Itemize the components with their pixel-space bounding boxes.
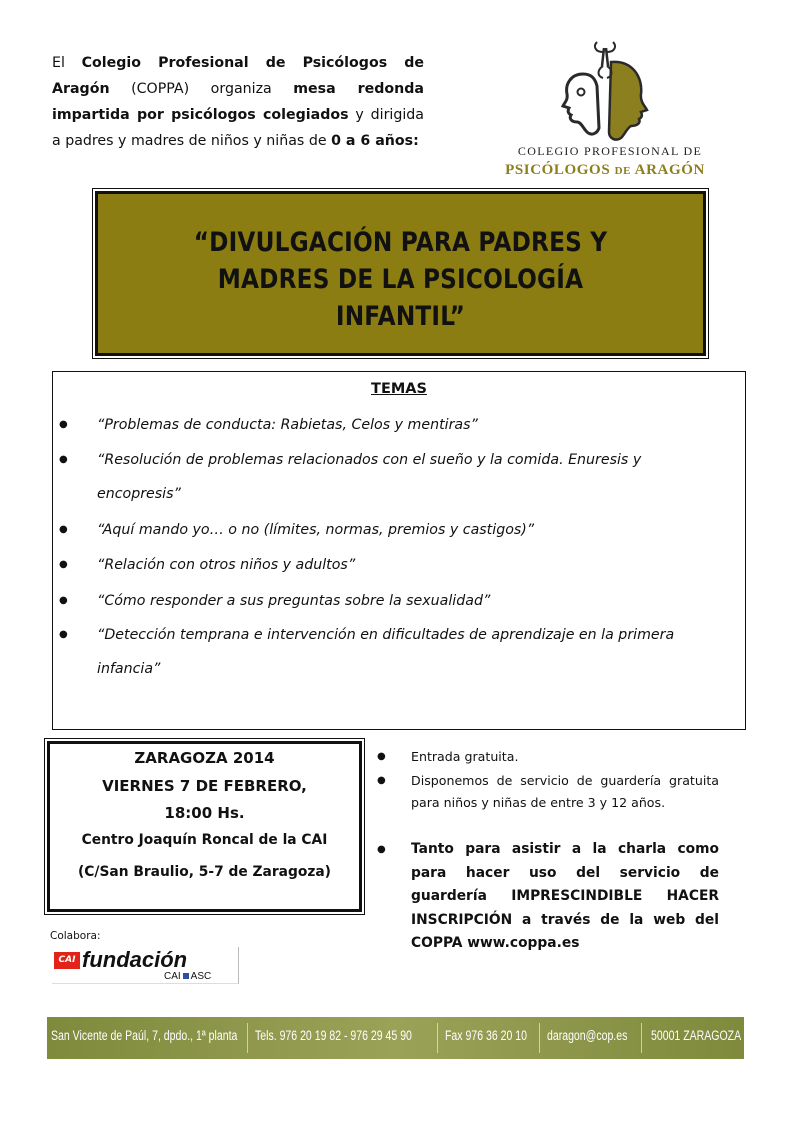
fundacion-cai-logo [52,947,239,984]
logo-word-psicologos: PSICÓLOGOS [505,162,611,178]
bullet-icon: ● [377,775,386,786]
note-item [373,770,719,814]
page-title [140,224,660,335]
topic-text: “Aquí mando yo… o no (límites, normas, premios y castigos)” [97,522,535,538]
title-line-2: MADRES DE LA PSICOLOGÍA [217,264,584,295]
bullet-icon: ● [59,595,68,606]
footer-fax: Fax 976 36 20 10 [445,1028,527,1043]
logo-line-colegio: COLEGIO PROFESIONAL DE [517,144,703,158]
intro-paragraph [52,50,424,154]
topic-text: “Problemas de conducta: Rabietas, Celos y mentiras” [97,417,478,433]
intro-text: (COPPA) organiza [109,81,294,97]
blue-square-icon [183,973,189,979]
event-time: 18:00 Hs. [164,804,245,822]
topic-text: “Detección temprana e intervención en dificultades de aprendizaje en la primera [97,627,675,643]
note-entrada: Entrada gratuita. [411,749,519,764]
bullet-icon: ● [377,844,386,855]
logo-line-psicologos [505,162,705,179]
note-item [373,746,719,768]
temas-box [52,371,746,730]
intro-org-name: Colegio Profesional de Psicólogos de Aragón [52,55,425,97]
fundacion-sub-asc: ASC [190,971,212,982]
topic-text: infancia” [97,661,161,677]
topic-text: encopresis” [97,486,181,502]
event-info-box [47,741,362,912]
title-line-1: “DIVULGACIÓN PARA PADRES Y [193,227,608,258]
event-city-year: ZARAGOZA 2014 [134,749,275,767]
fundacion-sub [164,971,211,982]
bullet-icon: ● [59,629,68,640]
cai-badge-icon: CAI [54,952,80,969]
bullet-icon: ● [59,454,68,465]
footer-separator [539,1023,540,1053]
bullet-icon: ● [59,524,68,535]
topic-text: “Relación con otros niños y adultos” [97,557,356,573]
title-line-3: INFANTIL” [335,301,466,332]
colabora-label: Colabora: [50,930,101,942]
event-address: (C/San Braulio, 5-7 de Zaragoza) [78,864,331,880]
bullet-icon: ● [59,419,68,430]
bullet-icon: ● [59,559,68,570]
note-guarderia: Disponemos de servicio de guardería gratuita para niños y niñas de entre 3 y 12 años. [411,773,719,810]
footer-separator [641,1023,642,1053]
intro-text: y dirigida a padres y madres de niños y niñas de [52,107,424,149]
title-box [95,191,706,356]
footer-zip-city: 50001 ZARAGOZA [651,1028,742,1043]
event-venue: Centro Joaquín Roncal de la CAI [81,832,328,848]
fundacion-word: fundación [82,947,188,972]
note-inscripcion: Tanto para asistir a la charla como para hacer uso del servicio de guardería IMPRESCINDIBLE HACER INSCRIPCIÓN a través de la web del COPPA www.coppa.es [411,841,719,951]
intro-ages: 0 a 6 años: [331,133,419,149]
topic-text: “Cómo responder a sus preguntas sobre la sexualidad” [97,593,491,609]
logo-word-aragon: ARAGÓN [634,162,705,178]
footer-separator [247,1023,248,1053]
logo-word-de: DE [614,165,632,177]
footer-address: San Vicente de Paúl, 7, dpdo., 1ª planta [51,1028,238,1043]
footer-contact-bar [47,1017,744,1059]
fundacion-sub-cai: CAI [164,971,181,982]
footer-separator [437,1023,438,1053]
intro-mesa-redonda: mesa redonda impartida por psicólogos colegiados [52,81,425,123]
topic-text: “Resolución de problemas relacionados con el sueño y la comida. Enuresis y [97,452,642,468]
temas-heading: TEMAS [371,381,427,397]
coppa-logo [505,36,705,186]
note-item [373,838,719,956]
event-date: VIERNES 7 DE FEBRERO, [102,777,307,795]
intro-text: El [52,55,82,71]
footer-phones: Tels. 976 20 19 82 - 976 29 45 90 [255,1028,412,1043]
footer-email: daragon@cop.es [547,1028,628,1043]
bullet-icon: ● [377,751,386,762]
faces-logo-icon [505,36,705,144]
